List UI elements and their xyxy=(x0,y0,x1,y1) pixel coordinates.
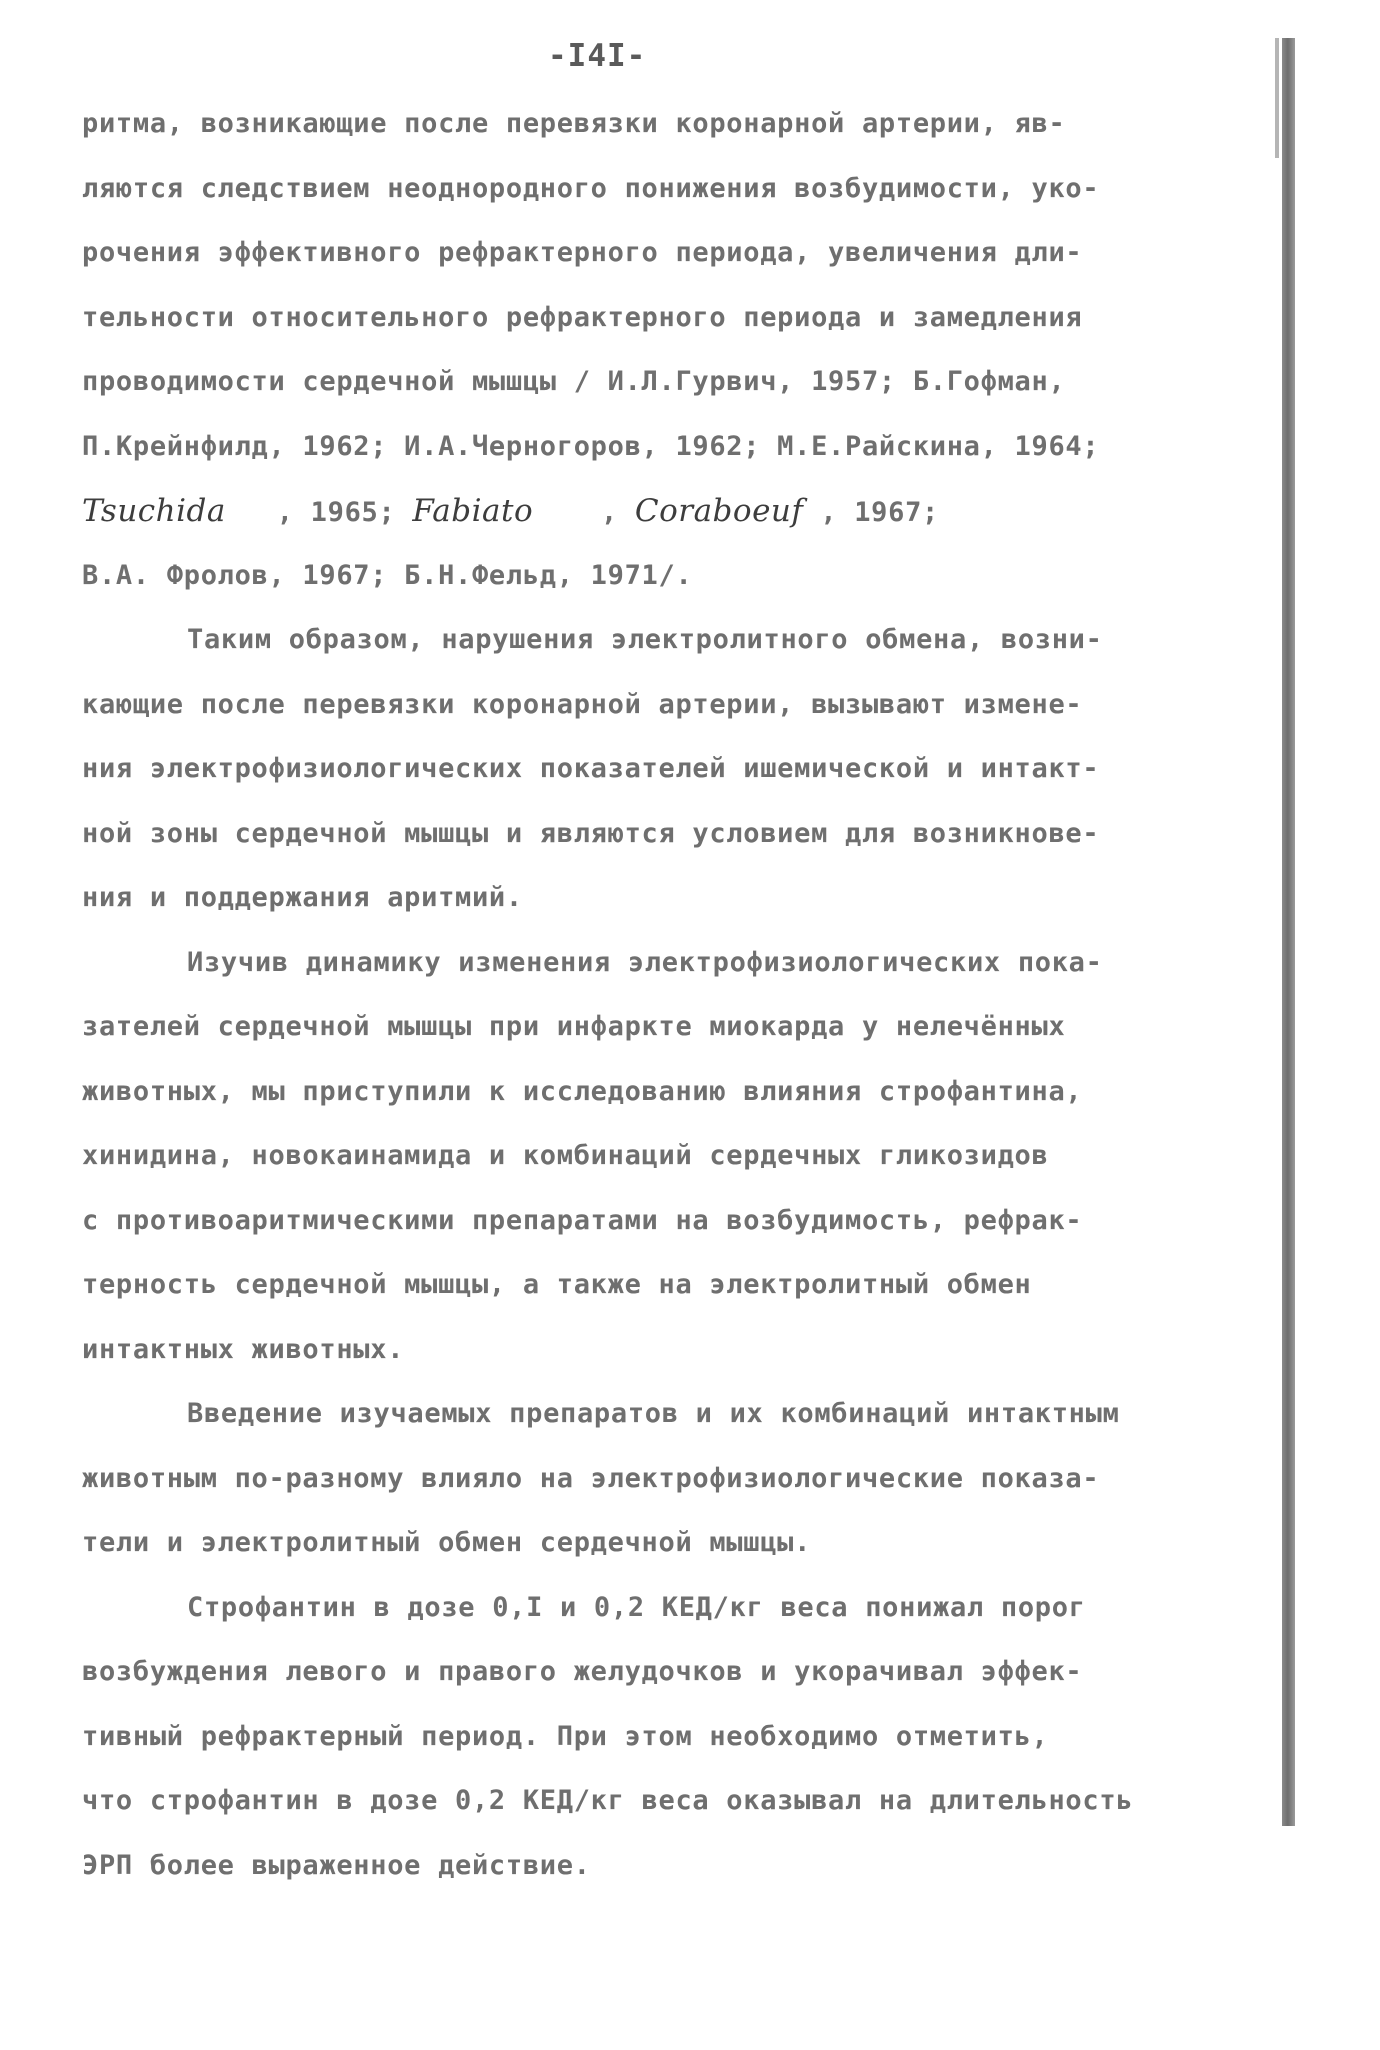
text-line: Таким образом, нарушения электролитного обмена, возни- xyxy=(187,624,1103,655)
text-line: рочения эффективного рефрактерного периода, увеличения дли- xyxy=(82,237,1083,268)
page-number: -I4I- xyxy=(548,38,647,74)
text-line: кающие после перевязки коронарной артерии, вызывают измене- xyxy=(82,688,1083,720)
document-body xyxy=(82,92,1282,1898)
text-segment: , xyxy=(533,497,635,528)
text-line: ляются следствием неоднородного понижения возбудимости, уко- xyxy=(82,172,1100,204)
text-line: тельности относительного рефрактерного периода и замедления xyxy=(82,301,1083,333)
margin-rule xyxy=(1282,38,1295,1826)
text-line: терность сердечной мышцы, а также на электролитный обмен xyxy=(82,1269,1032,1300)
text-line: зателей сердечной мышцы при инфаркте миокарда у нелечённых xyxy=(82,1011,1066,1042)
text-line: Строфантин в дозе 0,I и 0,2 КЕД/кг веса понижал порог xyxy=(187,1591,1086,1623)
text-line: интактных животных. xyxy=(82,1333,405,1365)
text-line: ритма, возникающие после перевязки коронарной артерии, яв- xyxy=(82,108,1066,139)
text-line: ЭРП более выраженное действие. xyxy=(82,1849,591,1881)
text-line: что строфантин в дозе 0,2 КЕД/кг веса оказывал на длительность xyxy=(82,1785,1134,1816)
text-line: В.А. Фролов, 1967; Б.Н.Фельд, 1971/. xyxy=(82,559,693,591)
text-line: Изучив динамику изменения электрофизиологических пока- xyxy=(187,946,1103,978)
text-line: возбуждения левого и правого желудочков и укорачивал эффек- xyxy=(82,1656,1083,1687)
text-line: проводимости сердечной мышцы / И.Л.Гурвич, 1957; Б.Гофман, xyxy=(82,366,1066,397)
text-line: П.Крейнфилд, 1962; И.А.Черногоров, 1962; М.Е.Райскина, 1964; xyxy=(82,430,1100,462)
handwritten-name: Tsuchida xyxy=(82,493,226,529)
text-line: тивный рефрактерный период. При этом необходимо отметить, xyxy=(82,1720,1049,1752)
text-line: тели и электролитный обмен сердечной мышцы. xyxy=(82,1527,812,1558)
text-line: животных, мы приступили к исследованию влияния строфантина, xyxy=(82,1075,1083,1107)
handwritten-name: Fabiato xyxy=(412,493,534,529)
text-line: ния и поддержания аритмий. xyxy=(82,882,523,913)
text-line: хинидина, новокаинамида и комбинаций сердечных гликозидов xyxy=(82,1140,1049,1171)
text-segment: , 1965; xyxy=(225,497,413,528)
text-line: животным по-разному влияло на электрофизиологические показа- xyxy=(82,1462,1100,1494)
text-segment: , 1967; xyxy=(803,497,940,528)
handwritten-name: Coraboeuf xyxy=(634,493,804,529)
text-line: с противоаритмическими препаратами на возбудимость, рефрак- xyxy=(82,1204,1083,1236)
text-line: ной зоны сердечной мышцы и являются условием для возникнове- xyxy=(82,817,1100,849)
text-line: ния электрофизиологических показателей ишемической и интакт- xyxy=(82,753,1100,784)
text-line xyxy=(82,479,1282,544)
text-line: Введение изучаемых препаратов и их комбинаций интактным xyxy=(187,1398,1120,1429)
